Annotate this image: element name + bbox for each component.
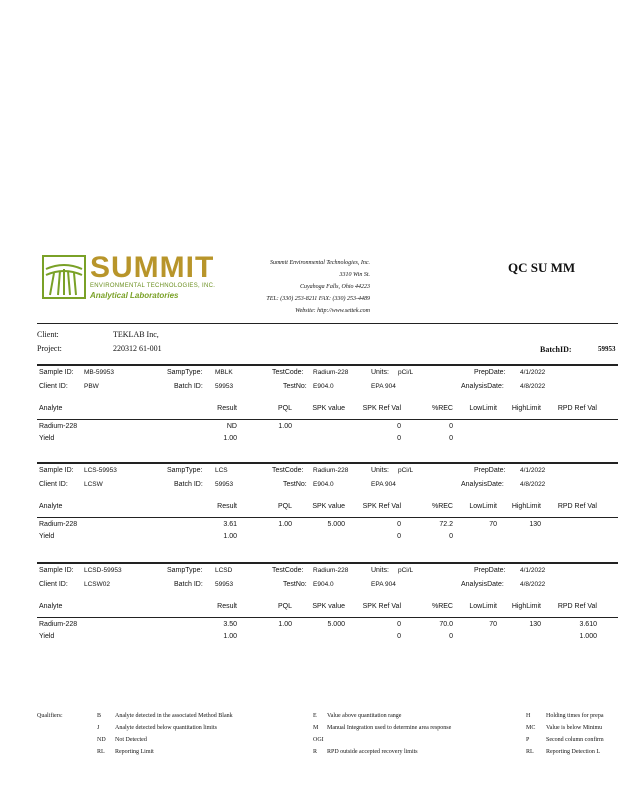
batch-id-label: Batch ID: — [174, 383, 203, 390]
method-value: EPA 904 — [371, 581, 396, 588]
batch-id-label: Batch ID: — [174, 481, 203, 488]
prepdate-label: PrepDate: — [474, 467, 506, 474]
table-cell: 0 — [449, 423, 453, 430]
column-header: %REC — [431, 405, 453, 412]
qualifier-text: Manual Integration used to determine area response — [327, 725, 452, 731]
qualifier-code: RL — [526, 749, 534, 755]
qualifier-code: ND — [97, 737, 106, 743]
column-header: SPK value — [312, 405, 345, 412]
batch-id-value: 59953 — [215, 581, 234, 588]
table-cell: 0 — [397, 533, 401, 540]
batch-value: 59953 — [598, 345, 616, 353]
qualifier-text: Reporting Limit — [115, 749, 154, 755]
qualifier-code: B — [97, 713, 102, 719]
table-cell: 130 — [529, 621, 541, 628]
qualifier-text: Reporting Detection L — [546, 749, 600, 755]
table-cell: 0 — [449, 435, 453, 442]
prepdate-value: 4/1/2022 — [520, 467, 546, 474]
qualifier-code: J — [97, 725, 100, 731]
testcode-label: TestCode: — [272, 567, 304, 574]
batch-id-label: Batch ID: — [174, 581, 203, 588]
qualifier-text: Value is below Minimu — [546, 725, 603, 731]
client-id-value: LCSW02 — [84, 581, 111, 588]
qualifier-code: OGI — [313, 737, 324, 743]
sample-id-label: Sample ID: — [39, 467, 74, 474]
table-cell: 0 — [397, 521, 401, 528]
client-id-value: LCSW — [84, 481, 103, 488]
table-cell: ND — [226, 423, 237, 430]
logo-mark-icon — [42, 255, 86, 299]
units-value: pCi/L — [398, 369, 414, 376]
analysisdate-label: AnalysisDate: — [461, 481, 504, 488]
table-cell: 70 — [489, 621, 497, 628]
samptype-value: LCS — [215, 467, 228, 474]
table-cell: Radium-228 — [39, 423, 78, 430]
table-cell: Yield — [39, 435, 55, 442]
table-cell: 0 — [397, 621, 401, 628]
testno-value: E904.0 — [313, 481, 334, 488]
batch-id-value: 59953 — [215, 383, 234, 390]
table-cell: 3.610 — [579, 621, 597, 628]
column-header: SPK Ref Val — [362, 503, 401, 510]
block-top-rule — [37, 462, 618, 464]
sample-id-label: Sample ID: — [39, 567, 74, 574]
testcode-value: Radium-228 — [313, 467, 349, 474]
table-cell: 1.00 — [223, 435, 237, 442]
sample-id-value: LCS-59953 — [84, 467, 117, 474]
prepdate-label: PrepDate: — [474, 567, 506, 574]
samptype-value: LCSD — [215, 567, 233, 574]
table-cell: 0 — [397, 435, 401, 442]
address-line: Website: http://www.settek.com — [295, 308, 370, 314]
testno-label: TestNo: — [283, 581, 307, 588]
column-header: HighLimit — [511, 405, 541, 412]
qualifier-code: R — [313, 749, 318, 755]
client-id-label: Client ID: — [39, 581, 68, 588]
sample-id-value: LCSD-59953 — [84, 567, 122, 574]
table-cell: Radium-228 — [39, 621, 78, 628]
table-cell: 5.000 — [327, 621, 345, 628]
table-cell: 70.0 — [439, 621, 453, 628]
column-header: HighLimit — [511, 503, 541, 510]
company-logo — [42, 253, 232, 303]
client-label: Client: — [37, 330, 59, 339]
samptype-label: SampType: — [167, 567, 203, 574]
prepdate-label: PrepDate: — [474, 369, 506, 376]
column-header: HighLimit — [511, 603, 541, 610]
table-cell: 0 — [449, 533, 453, 540]
table-cell: 70 — [489, 521, 497, 528]
column-header: LowLimit — [469, 503, 497, 510]
table-cell: Radium-228 — [39, 521, 78, 528]
qualifier-code: M — [313, 725, 319, 731]
column-header: Result — [217, 603, 237, 610]
report-title: QC SU MM — [508, 260, 576, 275]
address-line: TEL: (330) 253-8211 FAX: (330) 253-4489 — [266, 296, 370, 302]
column-header: Result — [217, 405, 237, 412]
company-address — [228, 257, 370, 317]
column-header: Analyte — [39, 603, 63, 610]
qualifier-text: Analyte detected in the associated Method Blank — [115, 713, 233, 719]
column-header: Analyte — [39, 503, 63, 510]
table-cell: 1.00 — [278, 621, 292, 628]
column-header: RPD Ref Val — [557, 603, 597, 610]
table-header-rule — [37, 419, 618, 420]
table-cell: Yield — [39, 633, 55, 640]
testcode-label: TestCode: — [272, 369, 304, 376]
table-cell: 5.000 — [327, 521, 345, 528]
column-header: Result — [217, 503, 237, 510]
logo-wordmark: SUMMIT — [90, 251, 215, 284]
table-cell: 0 — [397, 423, 401, 430]
client-id-label: Client ID: — [39, 481, 68, 488]
testcode-label: TestCode: — [272, 467, 304, 474]
table-cell: 72.2 — [439, 521, 453, 528]
column-header: Analyte — [39, 405, 63, 412]
client-id-label: Client ID: — [39, 383, 68, 390]
qualifier-code: H — [526, 713, 531, 719]
table-header-rule — [37, 617, 618, 618]
column-header: RPD Ref Val — [557, 405, 597, 412]
column-header: RPD Ref Val — [557, 503, 597, 510]
project-label: Project: — [37, 344, 62, 353]
column-header: LowLimit — [469, 603, 497, 610]
table-header-rule — [37, 517, 618, 518]
samptype-label: SampType: — [167, 467, 203, 474]
table-cell: Yield — [39, 533, 55, 540]
prepdate-value: 4/1/2022 — [520, 369, 546, 376]
testno-value: E904.0 — [313, 383, 334, 390]
qualifier-text: Holding times for prepa — [546, 713, 604, 719]
table-cell: 130 — [529, 521, 541, 528]
block-top-rule — [37, 562, 618, 564]
batch-id-value: 59953 — [215, 481, 234, 488]
qualifier-code: RL — [97, 749, 105, 755]
table-cell: 1.00 — [278, 423, 292, 430]
client-id-value: PBW — [84, 383, 99, 390]
analysisdate-value: 4/8/2022 — [520, 383, 546, 390]
table-cell: 1.00 — [223, 633, 237, 640]
sample-id-label: Sample ID: — [39, 369, 74, 376]
column-header: PQL — [277, 405, 292, 412]
divider — [37, 323, 618, 324]
qualifier-code: P — [526, 737, 530, 743]
logo-subtitle: ENVIRONMENTAL TECHNOLOGIES, INC. — [90, 283, 216, 289]
project-value: 220312 61-001 — [113, 344, 162, 353]
table-cell: 3.61 — [223, 521, 237, 528]
qualifier-text: RPD outside accepted recovery limits — [327, 749, 418, 755]
units-label: Units: — [371, 369, 389, 376]
testcode-value: Radium-228 — [313, 567, 349, 574]
units-label: Units: — [371, 567, 389, 574]
testcode-value: Radium-228 — [313, 369, 349, 376]
table-cell: 0 — [449, 633, 453, 640]
analysisdate-value: 4/8/2022 — [520, 481, 546, 488]
analysisdate-value: 4/8/2022 — [520, 581, 546, 588]
samptype-value: MBLK — [215, 369, 233, 376]
table-cell: 1.00 — [278, 521, 292, 528]
method-value: EPA 904 — [371, 383, 396, 390]
address-line: Summit Environmental Technologies, Inc. — [269, 260, 370, 266]
address-line: Cuyahoga Falls, Ohio 44223 — [300, 284, 370, 290]
qualifier-text: Value above quantitation range — [327, 713, 402, 719]
qualifier-text: Not Detected — [115, 737, 147, 743]
testno-label: TestNo: — [283, 383, 307, 390]
sample-id-value: MB-59953 — [84, 369, 114, 376]
units-value: pCi/L — [398, 467, 414, 474]
table-cell: 1.000 — [579, 633, 597, 640]
batch-label: BatchID: — [540, 345, 572, 354]
client-value: TEKLAB Inc, — [113, 330, 159, 339]
qualifier-text: Second column confirm — [546, 737, 604, 743]
table-cell: 0 — [397, 633, 401, 640]
column-header: %REC — [431, 503, 453, 510]
column-header: SPK value — [312, 603, 345, 610]
qualifier-code: E — [313, 713, 317, 719]
column-header: %REC — [431, 603, 453, 610]
units-value: pCi/L — [398, 567, 414, 574]
address-line: 3310 Win St. — [339, 272, 370, 278]
table-cell: 3.50 — [223, 621, 237, 628]
samptype-label: SampType: — [167, 369, 203, 376]
prepdate-value: 4/1/2022 — [520, 567, 546, 574]
testno-value: E904.0 — [313, 581, 334, 588]
column-header: PQL — [277, 503, 292, 510]
qualifiers-label: Qualifiers: — [37, 713, 63, 719]
method-value: EPA 904 — [371, 481, 396, 488]
logo-tagline: Analytical Laboratories — [90, 291, 179, 300]
qualifier-text: Analyte detected below quantitation limits — [115, 725, 217, 731]
table-cell: 1.00 — [223, 533, 237, 540]
analysisdate-label: AnalysisDate: — [461, 581, 504, 588]
block-top-rule — [37, 364, 618, 366]
units-label: Units: — [371, 467, 389, 474]
column-header: SPK Ref Val — [362, 603, 401, 610]
testno-label: TestNo: — [283, 481, 307, 488]
column-header: PQL — [277, 603, 292, 610]
qualifier-code: MC — [526, 725, 536, 731]
column-header: SPK Ref Val — [362, 405, 401, 412]
column-header: SPK value — [312, 503, 345, 510]
analysisdate-label: AnalysisDate: — [461, 383, 504, 390]
column-header: LowLimit — [469, 405, 497, 412]
